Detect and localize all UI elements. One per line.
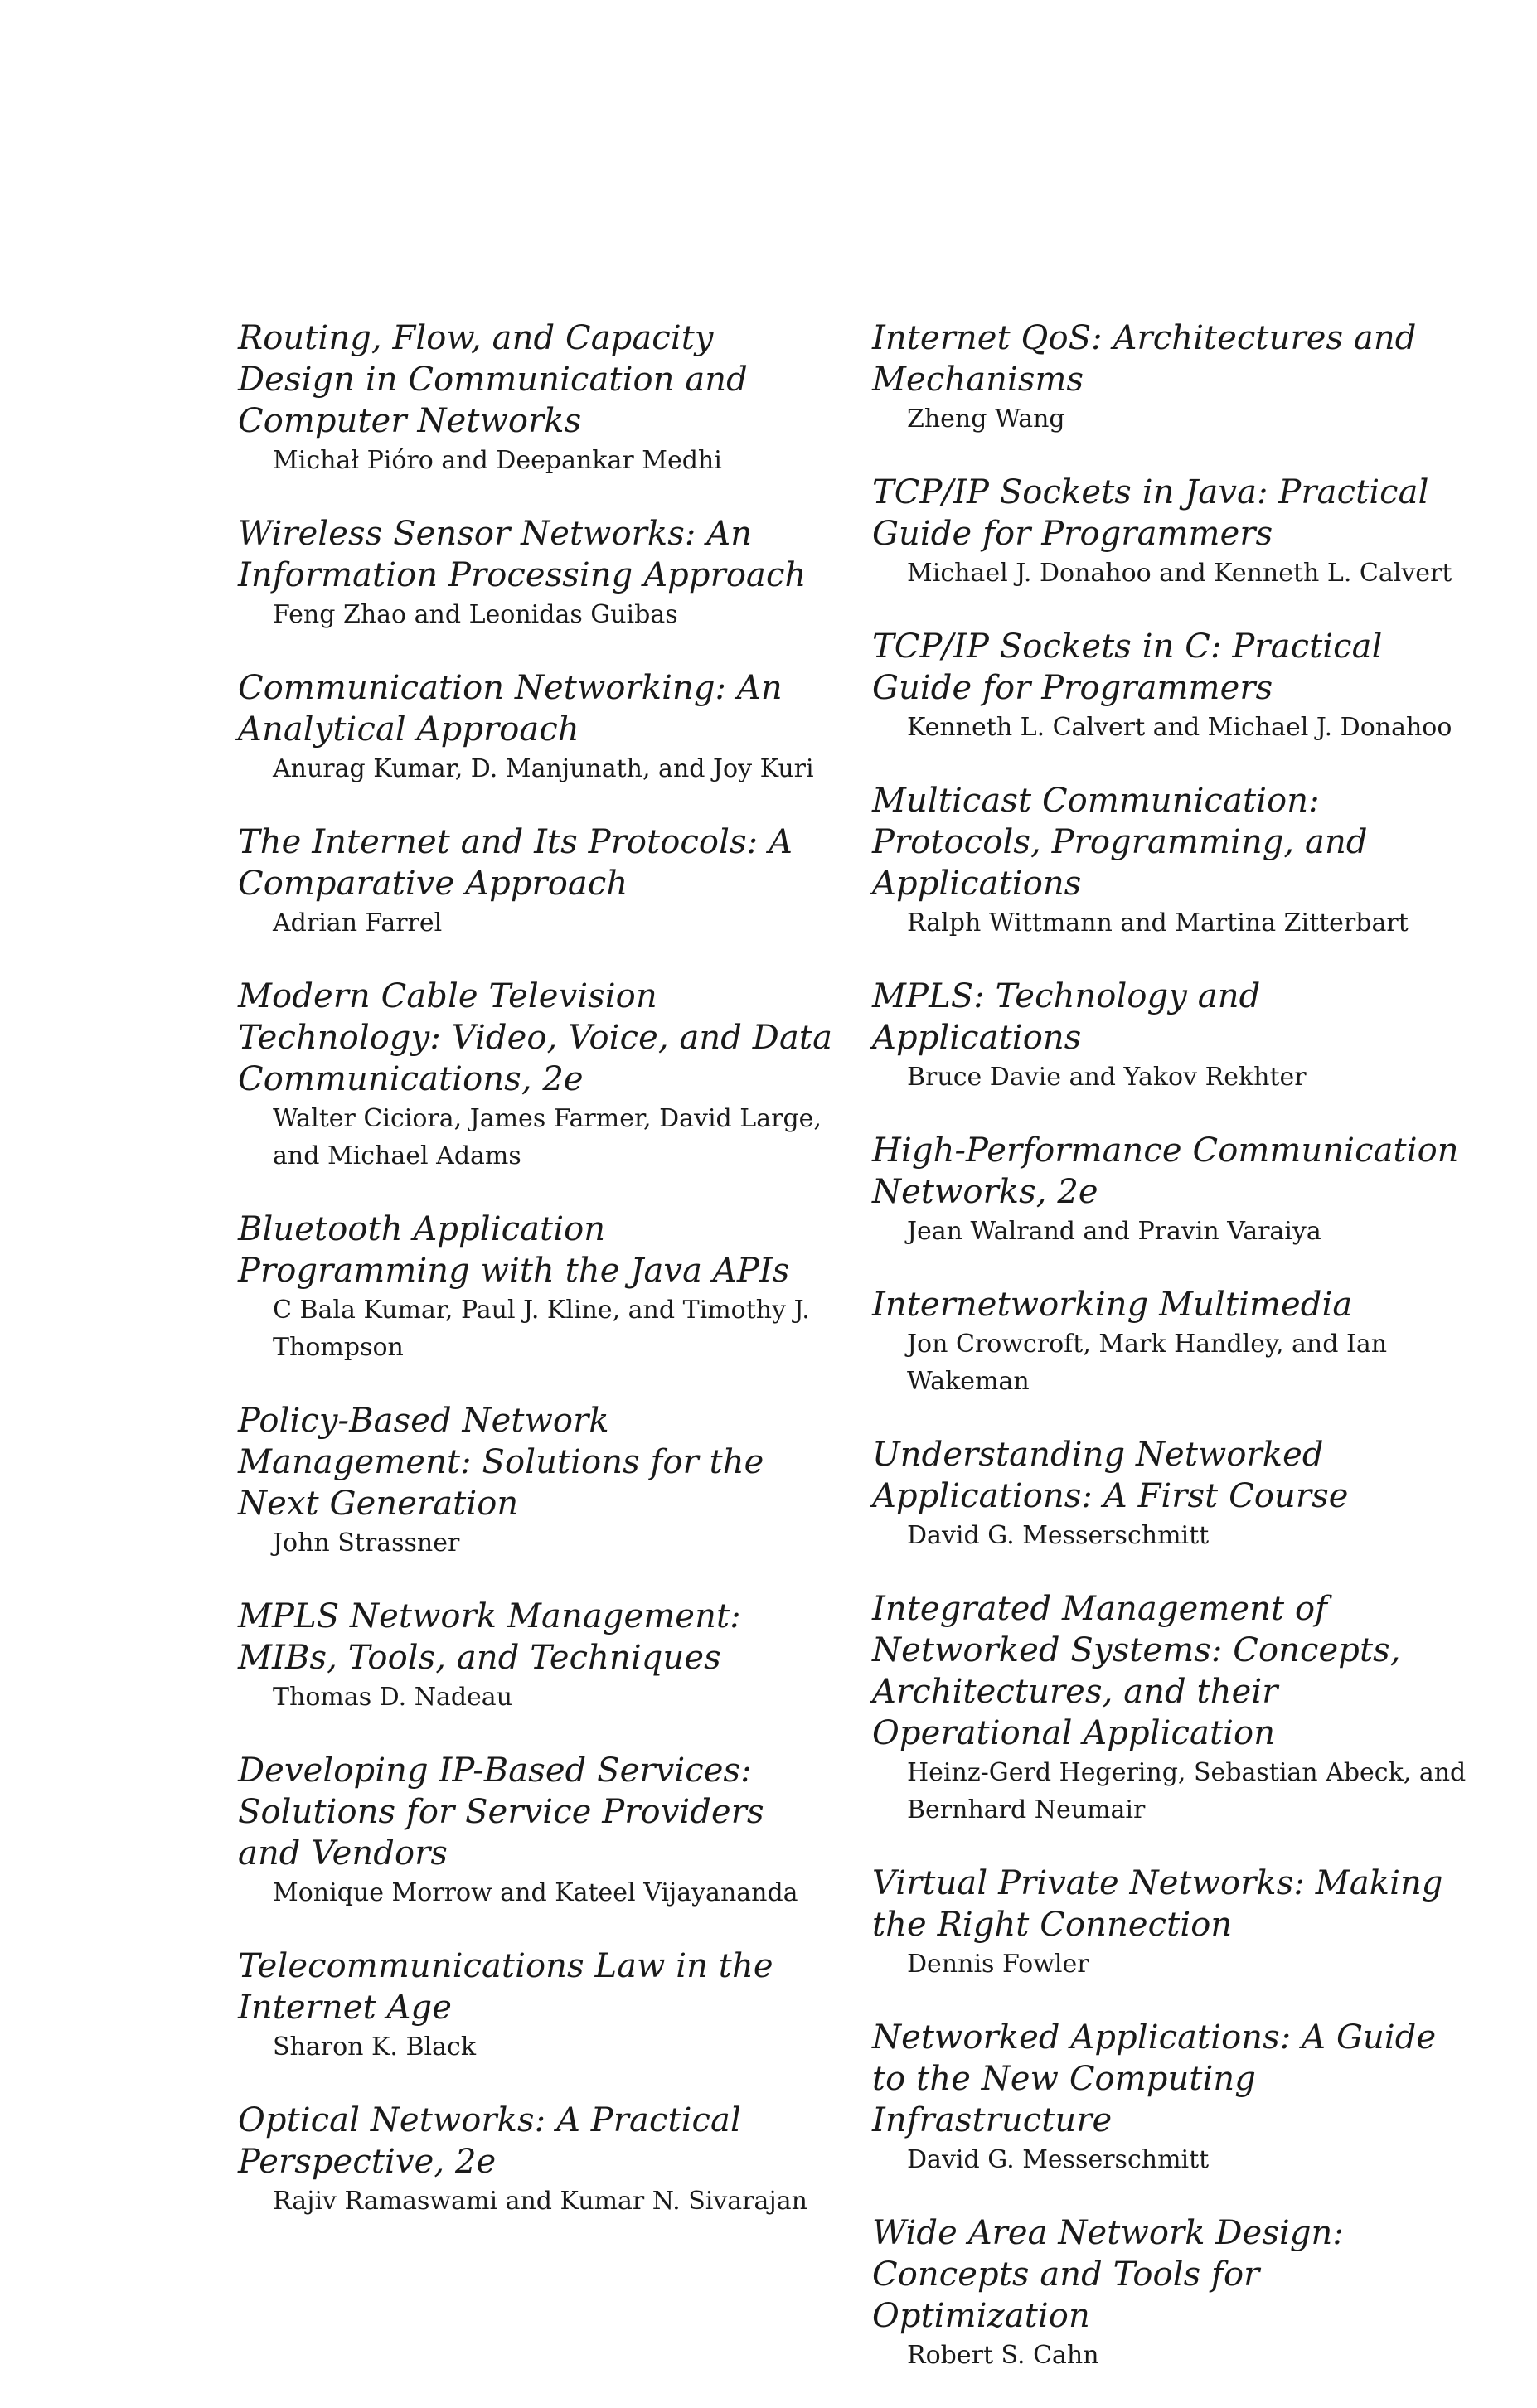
book-entry (872, 2017, 1469, 2178)
book-authors: Adrian Farrel (273, 908, 443, 938)
book-authors: Michael J. Donahoo and Kenneth L. Calvert (907, 559, 1452, 588)
book-title: Understanding Networked Applications: A First Course (872, 1436, 1349, 1515)
book-authors: Anurag Kumar, D. Manjunath, and Joy Kuri (273, 754, 814, 783)
book-entry (238, 513, 835, 633)
book-authors: Sharon K. Black (273, 2033, 477, 2062)
book-authors: Ralph Wittmann and Martina Zitterbart (907, 908, 1409, 938)
book-title: Developing IP-Based Services: Solutions for Service Providers and Vendors (238, 1751, 764, 1873)
book-entry (872, 1130, 1469, 1250)
book-title: Virtual Private Networks: Making the Right Connection (872, 1864, 1443, 1944)
book-authors: Feng Zhao and Leonidas Guibas (273, 600, 678, 629)
book-title: Bluetooth Application Programming with the Java APIs (238, 1210, 790, 1290)
book-authors: Robert S. Cahn (907, 2341, 1099, 2370)
book-entry (872, 472, 1469, 592)
book-authors: Kenneth L. Calvert and Michael J. Donahoo (907, 713, 1452, 742)
book-title: Policy-Based Network Management: Solutions for the Next Generation (238, 1402, 764, 1523)
book-authors: Rajiv Ramaswami and Kumar N. Sivarajan (273, 2187, 807, 2216)
book-entry (872, 2212, 1469, 2374)
book-entry (238, 1596, 835, 1716)
book-entry (872, 1284, 1469, 1400)
book-title: TCP/IP Sockets in Java: Practical Guide for Programmers (872, 473, 1429, 553)
book-entry (238, 821, 835, 942)
book-authors: Heinz-Gerd Hegering, Sebastian Abeck, and Bernhard Neumair (907, 1758, 1467, 1824)
book-title: Networked Applications: A Guide to the New Computing Infrastructure (872, 2018, 1437, 2139)
book-title: Internet QoS: Architectures and Mechanisms (872, 319, 1417, 399)
right-column (872, 317, 1469, 2408)
book-entry (238, 317, 835, 479)
book-title: TCP/IP Sockets in C: Practical Guide for Programmers (872, 627, 1383, 707)
book-title: Telecommunications Law in the Internet Age (238, 1947, 773, 2027)
book-title: MPLS: Technology and Applications (872, 977, 1261, 1057)
book-title: High-Performance Communication Networks, 2e (872, 1131, 1459, 1211)
book-title: Integrated Management of Networked Systems: Concepts, Architectures, and their Operational Application (872, 1590, 1401, 1752)
book-authors: Jon Crowcroft, Mark Handley, and Ian Wakeman (907, 1330, 1388, 1396)
book-entry (872, 317, 1469, 438)
book-entry (238, 1945, 835, 2066)
book-entry (872, 780, 1469, 942)
book-authors: Thomas D. Nadeau (273, 1683, 513, 1712)
book-authors: David G. Messerschmitt (907, 2145, 1210, 2174)
book-title: Modern Cable Television Technology: Video, Voice, and Data Communications, 2e (238, 977, 833, 1098)
book-entry (238, 976, 835, 1175)
book-authors: Michał Pióro and Deepankar Medhi (273, 446, 722, 475)
book-authors: Dennis Fowler (907, 1950, 1089, 1979)
book-entry (872, 1434, 1469, 1554)
book-title: Wide Area Network Design: Concepts and Tools for Optimization (872, 2214, 1344, 2335)
book-entry (238, 2100, 835, 2220)
book-authors: Monique Morrow and Kateel Vijayananda (273, 1878, 798, 1907)
book-entry (238, 1209, 835, 1366)
book-title: Routing, Flow, and Capacity Design in Communication and Computer Networks (238, 319, 748, 440)
book-title: Multicast Communication: Protocols, Programming, and Applications (872, 782, 1368, 903)
book-authors: C Bala Kumar, Paul J. Kline, and Timothy J. Thompson (273, 1296, 810, 1362)
book-entry (872, 1588, 1469, 1829)
book-entry (238, 667, 835, 787)
book-authors: John Strassner (273, 1529, 460, 1558)
book-title: Wireless Sensor Networks: An Information Processing Approach (238, 515, 807, 594)
book-authors: David G. Messerschmitt (907, 1521, 1210, 1550)
book-title: Communication Networking: An Analytical Approach (238, 669, 783, 749)
book-title: Optical Networks: A Practical Perspective, 2e (238, 2101, 741, 2181)
book-authors: Walter Ciciora, James Farmer, David Large, and Michael Adams (273, 1104, 822, 1170)
book-entry (872, 1863, 1469, 1983)
book-title: MPLS Network Management: MIBs, Tools, and Techniques (238, 1597, 741, 1677)
left-column (238, 317, 835, 2254)
book-entry (872, 976, 1469, 1096)
book-authors: Zheng Wang (907, 405, 1065, 434)
book-entry (238, 1400, 835, 1562)
book-entry (872, 626, 1469, 746)
book-authors: Jean Walrand and Pravin Varaiya (907, 1217, 1321, 1246)
book-authors: Bruce Davie and Yakov Rekhter (907, 1063, 1307, 1092)
book-title: The Internet and Its Protocols: A Comparative Approach (238, 823, 793, 903)
book-entry (238, 1750, 835, 1911)
book-title: Internetworking Multimedia (872, 1286, 1353, 1324)
